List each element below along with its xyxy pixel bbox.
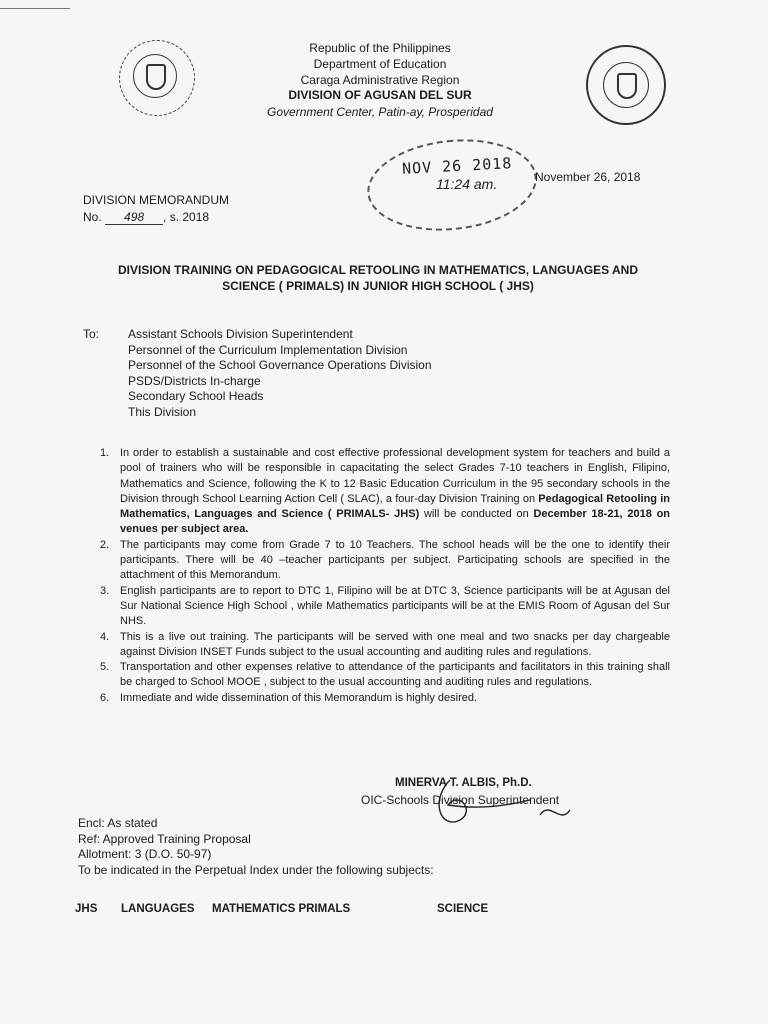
training-name: Pedagogical Retooling in Mathematics, Languages and Science ( PRIMALS- JHS): [120, 492, 670, 521]
paragraph: [100, 538, 670, 584]
enclosure: Encl: As stated: [78, 816, 158, 830]
paragraph-number: 4.: [100, 630, 110, 643]
recipient: This Division: [128, 404, 197, 419]
paragraph-text: will be conducted on: [419, 508, 534, 521]
recipient: Secondary School Heads: [128, 389, 264, 404]
stamp-time: 11:24 am.: [436, 176, 498, 192]
allotment: Allotment: 3 (D.O. 50-97): [78, 847, 212, 861]
paragraph-number: 5.: [100, 661, 110, 674]
header-address: Government Center, Patin-ay, Prosperidad: [267, 105, 493, 119]
header-republic: Republic of the Philippines: [309, 41, 451, 55]
paragraph-text: Immediate and wide dissemination of this Memorandum is highly desired.: [120, 691, 478, 704]
memo-subject-title: DIVISION TRAINING ON PEDAGOGICAL RETOOLING IN MATHEMATICS, LANGUAGES AND SCIENCE ( PRIMALS) IN JUNIOR HIGH SCHOOL ( JHS): [117, 263, 638, 293]
subject-tag: MATHEMATICS PRIMALS: [212, 903, 351, 915]
paragraph-text: This is a live out training. The participants will be served with one meal and two snacks per day chargeable against Division INSET Funds subject to the usual accounting and auditing rules and regulations.: [120, 630, 670, 658]
paragraph-number: 3.: [100, 584, 110, 597]
paragraph-text: English participants are to report to DTC 1, Filipino will be at DTC 3, Science participants will be at Agusan del Sur National Science High School , while Mathematics participants will be at the EMIS Room of Agusan del Sur NHS.: [120, 584, 670, 628]
paragraph-number: 2.: [100, 538, 110, 551]
memo-number: 498: [105, 210, 163, 225]
to-label: To:: [83, 327, 100, 341]
paragraph: [100, 660, 670, 691]
recipient: Personnel of the Curriculum Implementation Division: [128, 342, 408, 357]
memo-type: DIVISION MEMORANDUM: [83, 193, 230, 207]
footer-notes: [78, 816, 434, 878]
paragraph: [100, 691, 670, 706]
training-dates: December 18-21, 2018 on venues per subject area.: [120, 508, 671, 536]
paragraph-text: In order to establish a sustainable and cost effective professional development system for teachers and build a pool of trainers who will be responsible in capacitating the select Grades 7-10 teachers in English, Filipino, Mathematics and Science, following the K to 12 Basic Education Curriculum in the 95 secondary schools in the Division through School Learning Action Cell ( SLAC), a four-day Division Training on: [120, 447, 670, 505]
recipient: Assistant Schools Division Superintendent: [128, 327, 353, 341]
memo-body: [100, 446, 670, 706]
memo-no-prefix: No.: [83, 210, 102, 224]
top-rule: [0, 8, 70, 9]
subject-tag: SCIENCE: [437, 903, 489, 915]
paragraph-number: 6.: [100, 691, 110, 704]
recipient: Personnel of the School Governance Operations Division: [128, 358, 432, 373]
header-division: DIVISION OF AGUSAN DEL SUR: [288, 88, 472, 102]
reference: Ref: Approved Training Proposal: [78, 831, 251, 846]
paragraph-number: 1.: [100, 447, 110, 459]
memo-date: November 26, 2018: [535, 170, 641, 184]
signatory-position: OIC-Schools Division Superintendent: [361, 793, 560, 807]
paragraph: [100, 630, 670, 661]
memo-series: , s. 2018: [163, 210, 210, 224]
memo-number-line: [83, 210, 209, 225]
header-department: Department of Education: [313, 57, 447, 71]
paragraph: [100, 584, 670, 630]
recipient-list: [128, 327, 432, 421]
recipient: PSDS/Districts In-charge: [128, 373, 261, 388]
paragraph-text: The participants may come from Grade 7 to 10 Teachers. The school heads will be the one to identify their participants. There will be 40 –teacher participants per subject. Participating schools are specified in the attachment of this Memorandum.: [120, 538, 670, 582]
deped-seal-icon: [586, 45, 666, 125]
subject-tag: JHS: [75, 903, 98, 915]
paragraph-text: Transportation and other expenses relative to attendance of the participants and facilitators in this training shall be charged to School MOOE , subject to the usual accounting and auditing rules and regulations.: [120, 661, 670, 689]
stamp-date: NOV 26 2018: [401, 154, 513, 178]
paragraph: [100, 446, 670, 538]
signatory-name: MINERVA T. ALBIS, Ph.D.: [395, 777, 532, 789]
subject-tag: LANGUAGES: [121, 903, 195, 915]
perpetual-index-note: To be indicated in the Perpetual Index under the following subjects:: [78, 862, 434, 877]
header-region: Caraga Administrative Region: [300, 73, 460, 87]
